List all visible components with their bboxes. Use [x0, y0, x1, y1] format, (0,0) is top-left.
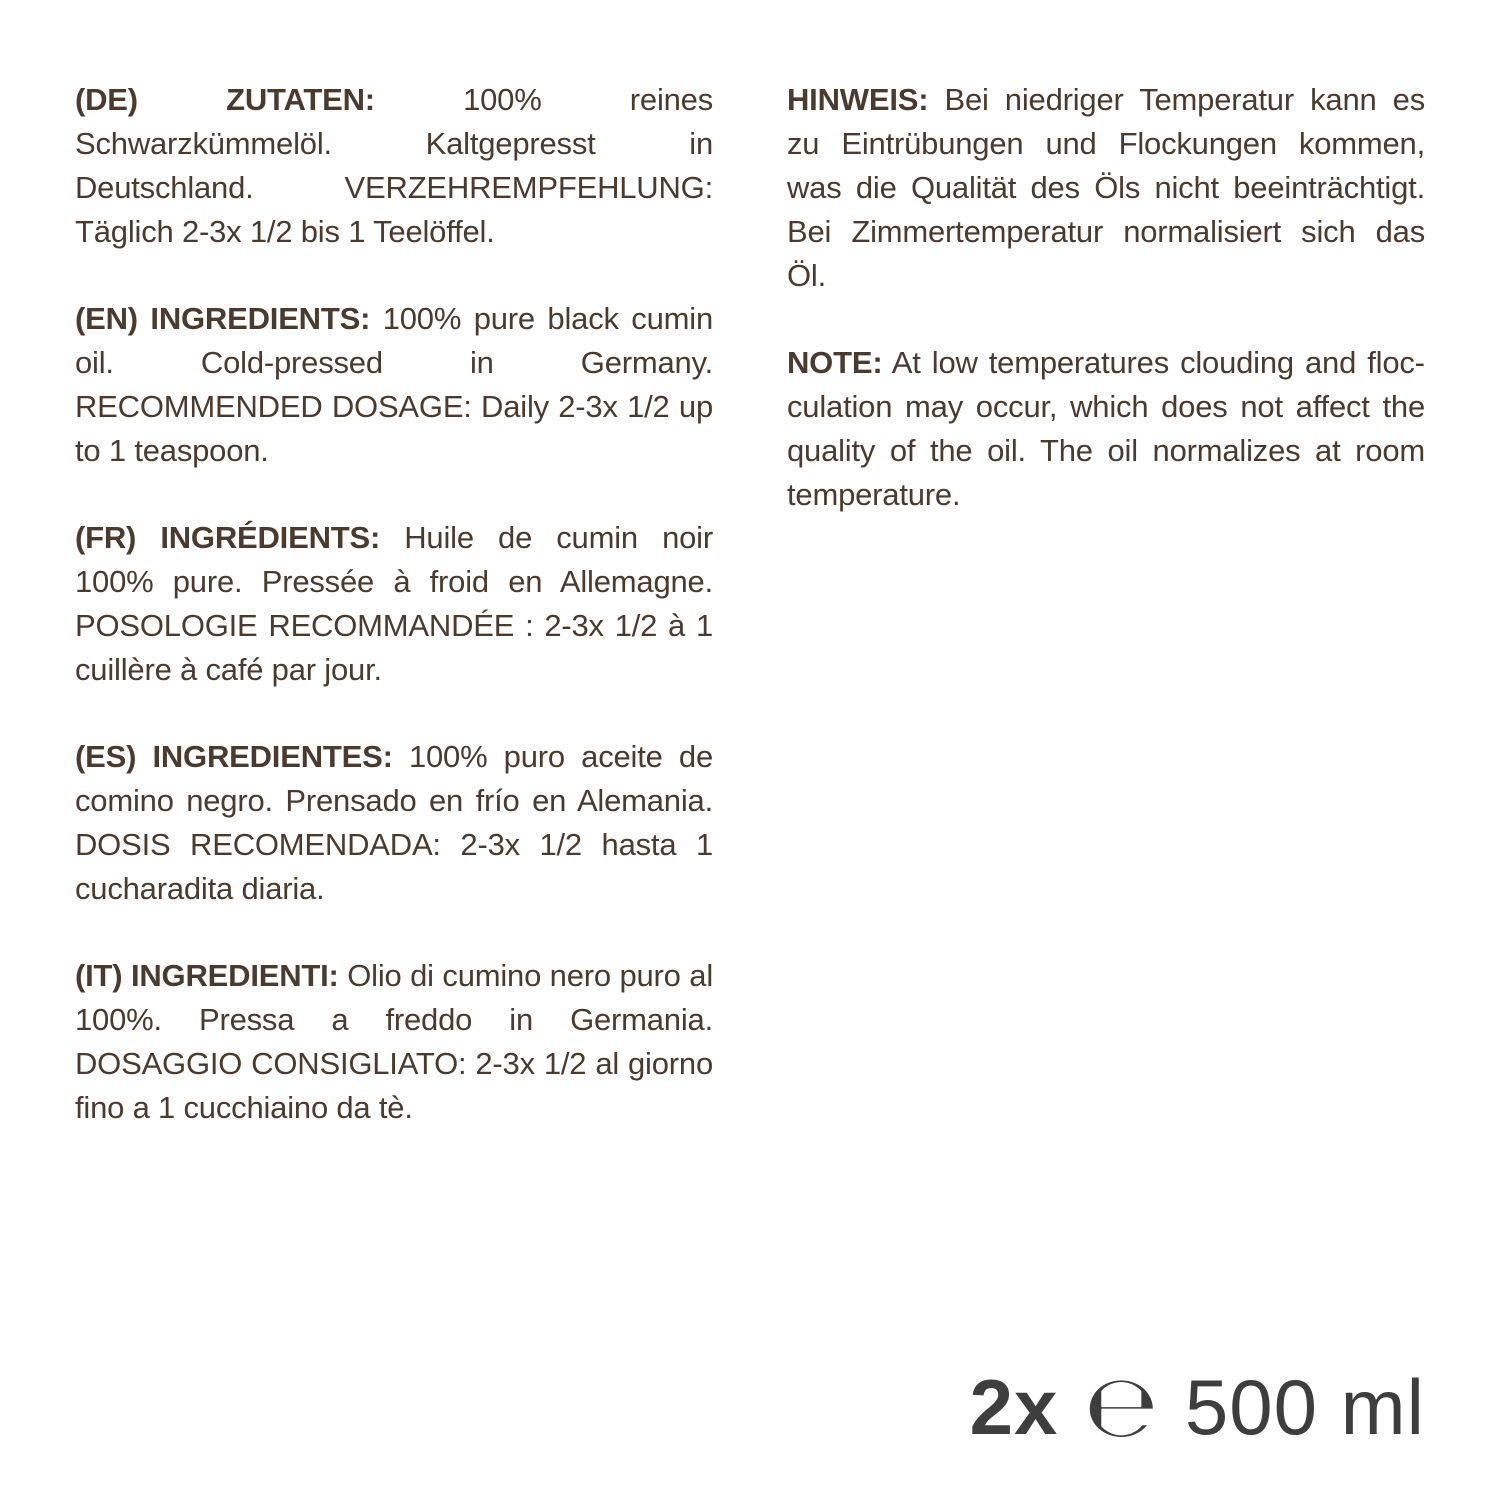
note-de-label: HINWEIS:	[787, 82, 929, 117]
ingredients-column	[75, 78, 713, 1173]
ingredients-fr-text: Huile de cumin noir 100% pure. Pressée à froid en Allemagne. POSOLOGIE RECOMMANDÉE : 2-3x 1/2 à 1 cuillère à café par jour.	[75, 520, 713, 687]
note-en	[787, 341, 1425, 517]
ingredients-en-text: 100% pure black cumin oil. Cold-pressed in Germany. RECOMMENDED DOSAGE: Daily 2-3x 1/2 up to 1 teaspoon.	[75, 301, 713, 468]
ingredients-en-label: (EN) INGREDIENTS:	[75, 301, 371, 336]
ingredients-de-text: 100% reines Schwarzkümmelöl. Kaltgepresst in Deutschland. VERZEHREMPFEHLUNG: Täglich 2-3x 1/2 bis 1 Teelöffel.	[75, 82, 714, 249]
ingredients-de-label: (DE) ZUTATEN:	[75, 82, 375, 117]
ingredients-en	[75, 297, 713, 473]
ingredients-es	[75, 735, 713, 911]
note-de	[787, 78, 1425, 298]
ingredients-de	[75, 78, 713, 254]
estimated-sign-icon: ℮	[1084, 1357, 1159, 1457]
volume-count: 2x	[969, 1362, 1059, 1451]
notes-column	[787, 78, 1425, 560]
ingredients-fr	[75, 516, 713, 692]
note-en-text: At low temperatures clouding and flocculation may occur, which does not affect the quality of the oil. The oil normalizes at room temperature.	[787, 345, 1425, 512]
ingredients-fr-label: (FR) INGRÉDIENTS:	[75, 520, 381, 555]
note-de-text: Bei niedriger Temperatur kann es zu Eintrübungen und Flockungen kommen, was die Qualität des Öls nicht beeinträchtigt. Bei Zimmertemperatur normalisiert sich das Öl.	[787, 82, 1425, 293]
volume-amount: 500 ml	[1184, 1362, 1425, 1451]
ingredients-es-label: (ES) INGREDIENTES:	[75, 739, 393, 774]
volume-info	[969, 1357, 1425, 1457]
ingredients-it-label: (IT) INGREDIENTI:	[75, 958, 339, 993]
note-en-label: NOTE:	[787, 345, 883, 380]
ingredients-it-text: Olio di cumino nero puro al 100%. Pressa a freddo in Germania. DOSAGGIO CONSIGLIATO: 2-3x 1/2 al giorno fino a 1 cucchiaino da tè.	[75, 958, 713, 1125]
ingredients-it	[75, 954, 713, 1130]
ingredients-es-text: 100% puro aceite de comino negro. Prensado en frío en Alemania. DOSIS RECOMENDADA: 2-3x 1/2 hasta 1 cucharadita diaria.	[75, 739, 713, 906]
